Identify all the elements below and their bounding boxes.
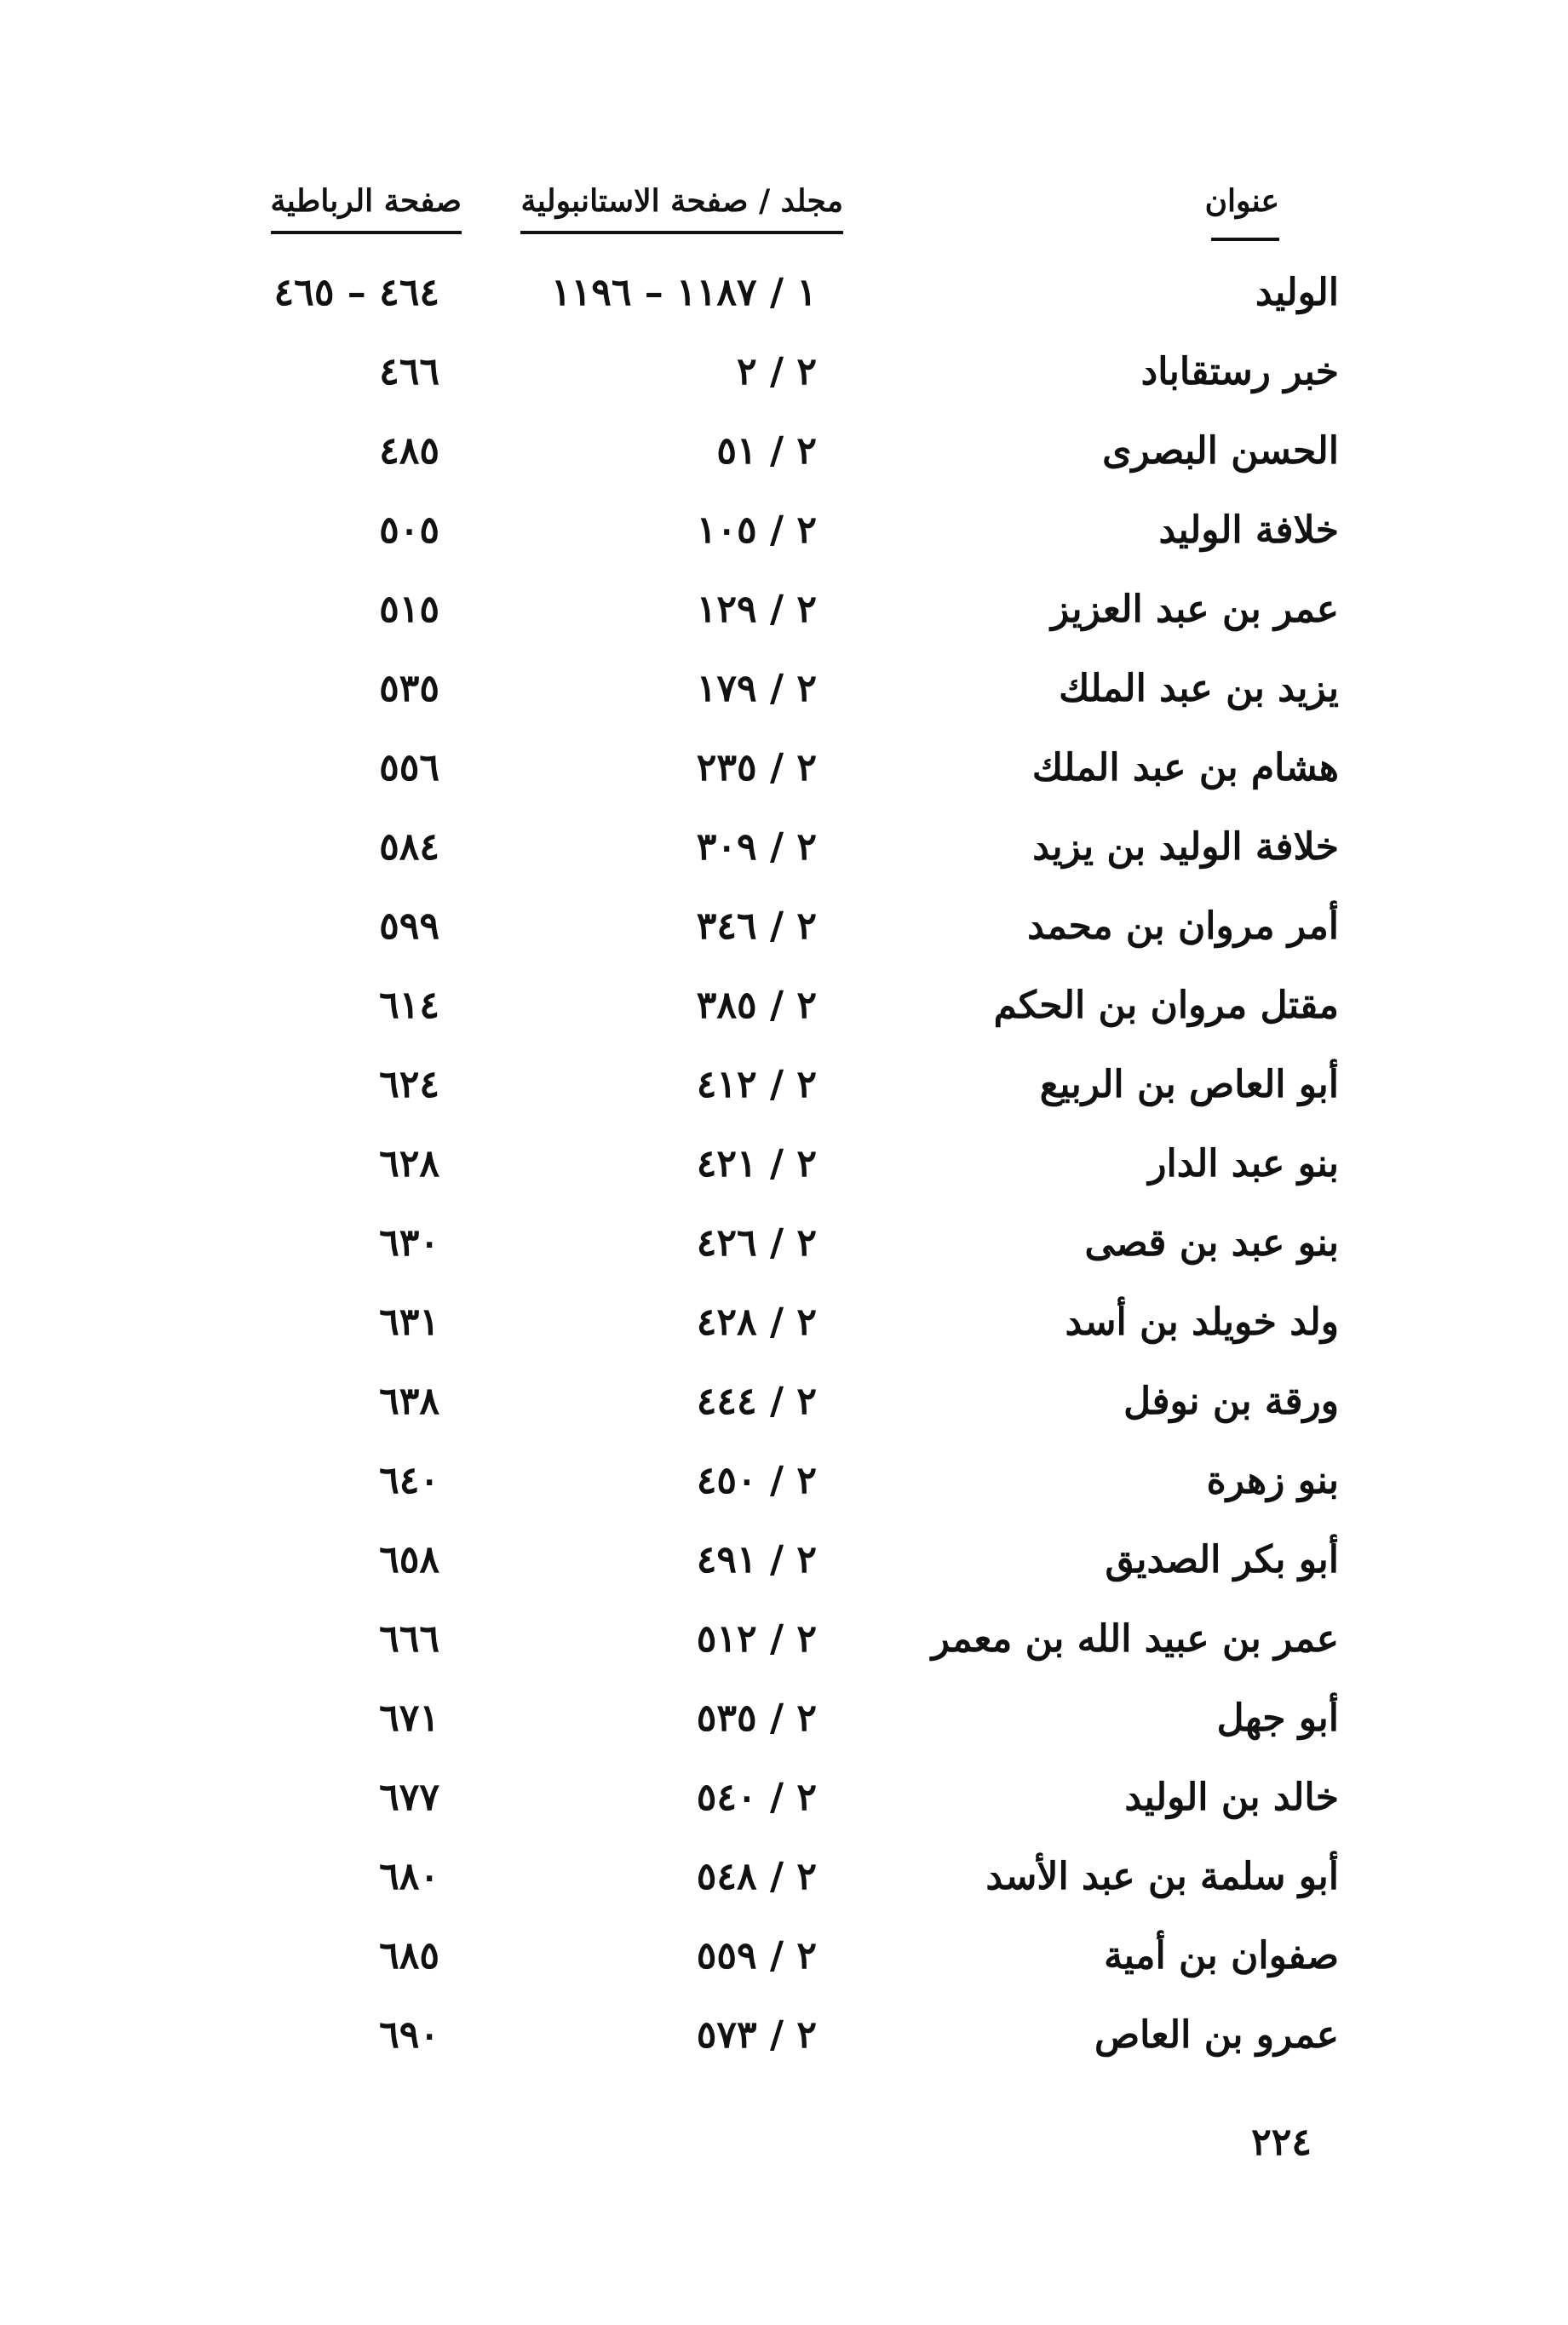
table-row	[0, 825, 1568, 904]
istanbul-volume-page: ٢ / ٤٥٠	[696, 1459, 817, 1502]
istanbul-volume-page: ٢ / ٣٨٥	[696, 984, 817, 1027]
entry-title: بنو زهرة	[1206, 1459, 1339, 1502]
istanbul-volume-page: ٢ / ٤٢٨	[696, 1300, 817, 1344]
istanbul-volume-page: ٢ / ٥٧٣	[696, 2013, 817, 2057]
entry-title: ولد خويلد بن أسد	[1065, 1300, 1339, 1344]
ribatiya-page: ٦١٤	[379, 984, 439, 1027]
istanbul-volume-page: ٢ / ٥١٢	[696, 1617, 817, 1661]
entry-title: خلافة الوليد بن يزيد	[1032, 825, 1339, 869]
ribatiya-page: ٦٧٧	[379, 1776, 439, 1819]
ribatiya-page: ٦٣٠	[379, 1221, 439, 1265]
entry-title: خالد بن الوليد	[1124, 1776, 1339, 1819]
entry-title: مقتل مروان بن الحكم	[993, 984, 1339, 1027]
header-underline	[520, 231, 843, 234]
table-row	[0, 1776, 1568, 1855]
ribatiya-page: ٥٨٤	[379, 825, 439, 869]
istanbul-volume-page: ٢ / ٥٤٠	[696, 1776, 817, 1819]
ribatiya-page: ٦٣١	[379, 1300, 439, 1344]
header-underline	[1211, 238, 1279, 241]
ribatiya-page: ٤٦٦	[379, 350, 439, 393]
istanbul-volume-page: ٢ / ٢٣٥	[696, 746, 817, 789]
table-row	[0, 508, 1568, 588]
istanbul-volume-page: ٢ / ٣٠٩	[696, 825, 817, 869]
istanbul-volume-page: ٢ / ٥٣٥	[696, 1696, 817, 1740]
table-row	[0, 271, 1568, 350]
table-row	[0, 1538, 1568, 1617]
table-row	[0, 1380, 1568, 1459]
ribatiya-page: ٦٦٦	[379, 1617, 439, 1661]
header-underline	[271, 231, 462, 234]
entry-title: بنو عبد الدار	[1148, 1142, 1339, 1185]
entry-title: هشام بن عبد الملك	[1031, 746, 1339, 789]
istanbul-volume-page: ٢ / ١٧٩	[696, 667, 817, 710]
table-row	[0, 984, 1568, 1063]
entry-title: صفوان بن أمية	[1104, 1934, 1339, 1978]
ribatiya-page: ٦٩٠	[379, 2013, 439, 2057]
ribatiya-page: ٥٠٥	[379, 508, 439, 552]
ribatiya-page: ٦٢٤	[379, 1063, 439, 1106]
column-header-ribatiya	[271, 183, 462, 234]
table-row	[0, 350, 1568, 429]
table-row	[0, 1696, 1568, 1776]
ribatiya-page: ٤٦٤ – ٤٦٥	[273, 271, 439, 314]
ribatiya-page: ٦٨٥	[379, 1934, 439, 1978]
entry-title: أبو سلمة بن عبد الأسد	[985, 1855, 1339, 1898]
table-row	[0, 1934, 1568, 2013]
istanbul-volume-page: ٢ / ٤١٢	[696, 1063, 817, 1106]
ribatiya-page: ٦٣٨	[379, 1380, 439, 1423]
istanbul-volume-page: ٢ / ٤٤٤	[696, 1380, 817, 1423]
ribatiya-page: ٤٨٥	[379, 429, 439, 473]
entry-title: الحسن البصرى	[1102, 429, 1339, 473]
istanbul-volume-page: ٢ / ٥٤٨	[696, 1855, 817, 1898]
istanbul-volume-page: ٢ / ٣٤٦	[696, 904, 817, 948]
table-row	[0, 2013, 1568, 2092]
entry-title: أبو بكر الصديق	[1105, 1538, 1339, 1582]
table-row	[0, 1617, 1568, 1696]
istanbul-volume-page: ٢ / ٤٩١	[696, 1538, 817, 1582]
entry-title: عمر بن عبيد الله بن معمر	[931, 1617, 1339, 1661]
ribatiya-page: ٦٢٨	[379, 1142, 439, 1185]
column-header-ribatiya-text: صفحة الرباطية	[270, 183, 462, 219]
table-row	[0, 1221, 1568, 1300]
ribatiya-page: ٦٨٠	[379, 1855, 439, 1898]
table-row	[0, 1300, 1568, 1380]
ribatiya-page: ٥٣٥	[379, 667, 439, 710]
table-row	[0, 667, 1568, 746]
ribatiya-page: ٦٤٠	[379, 1459, 439, 1502]
istanbul-volume-page: ٢ / ٤٢٦	[696, 1221, 817, 1265]
column-header-istanbul	[520, 183, 843, 234]
column-header-title	[1205, 183, 1279, 241]
entry-title: عمر بن عبد العزيز	[1051, 588, 1339, 631]
ribatiya-page: ٥١٥	[379, 588, 439, 631]
entry-title: أمر مروان بن محمد	[1027, 904, 1339, 948]
entry-title: خبر رستقاباد	[1140, 350, 1339, 393]
istanbul-volume-page: ٢ / ١٢٩	[696, 588, 817, 631]
table-row	[0, 588, 1568, 667]
entry-title: بنو عبد بن قصى	[1084, 1221, 1339, 1265]
table-row	[0, 1063, 1568, 1142]
entry-title: أبو جهل	[1216, 1696, 1339, 1740]
entry-title: الوليد	[1255, 271, 1339, 314]
table-row	[0, 429, 1568, 508]
istanbul-volume-page: ١ / ١١٨٧ – ١١٩٦	[550, 271, 817, 314]
index-table	[0, 271, 1568, 2092]
table-row	[0, 904, 1568, 984]
istanbul-volume-page: ٢ / ٥١	[716, 429, 817, 473]
istanbul-volume-page: ٢ / ٤٢١	[696, 1142, 817, 1185]
table-row	[0, 746, 1568, 825]
ribatiya-page: ٥٥٦	[379, 746, 439, 789]
entry-title: ورقة بن نوفل	[1123, 1380, 1339, 1423]
page-number: ٢٢٤	[1251, 2121, 1312, 2164]
table-row	[0, 1855, 1568, 1934]
entry-title: أبو العاص بن الربيع	[1039, 1063, 1339, 1106]
table-row	[0, 1142, 1568, 1221]
entry-title: عمرو بن العاص	[1094, 2013, 1339, 2057]
ribatiya-page: ٦٧١	[379, 1696, 439, 1740]
column-header-istanbul-text: مجلد / صفحة الاستانبولية	[520, 183, 843, 219]
column-header-title-text: عنوان	[1204, 183, 1279, 219]
entry-title: يزيد بن عبد الملك	[1059, 667, 1339, 710]
istanbul-volume-page: ٢ / ١٠٥	[696, 508, 817, 552]
istanbul-volume-page: ٢ / ٥٥٩	[696, 1934, 817, 1978]
table-row	[0, 1459, 1568, 1538]
entry-title: خلافة الوليد	[1158, 508, 1339, 552]
ribatiya-page: ٦٥٨	[379, 1538, 439, 1582]
ribatiya-page: ٥٩٩	[379, 904, 439, 948]
istanbul-volume-page: ٢ / ٢	[737, 350, 817, 393]
